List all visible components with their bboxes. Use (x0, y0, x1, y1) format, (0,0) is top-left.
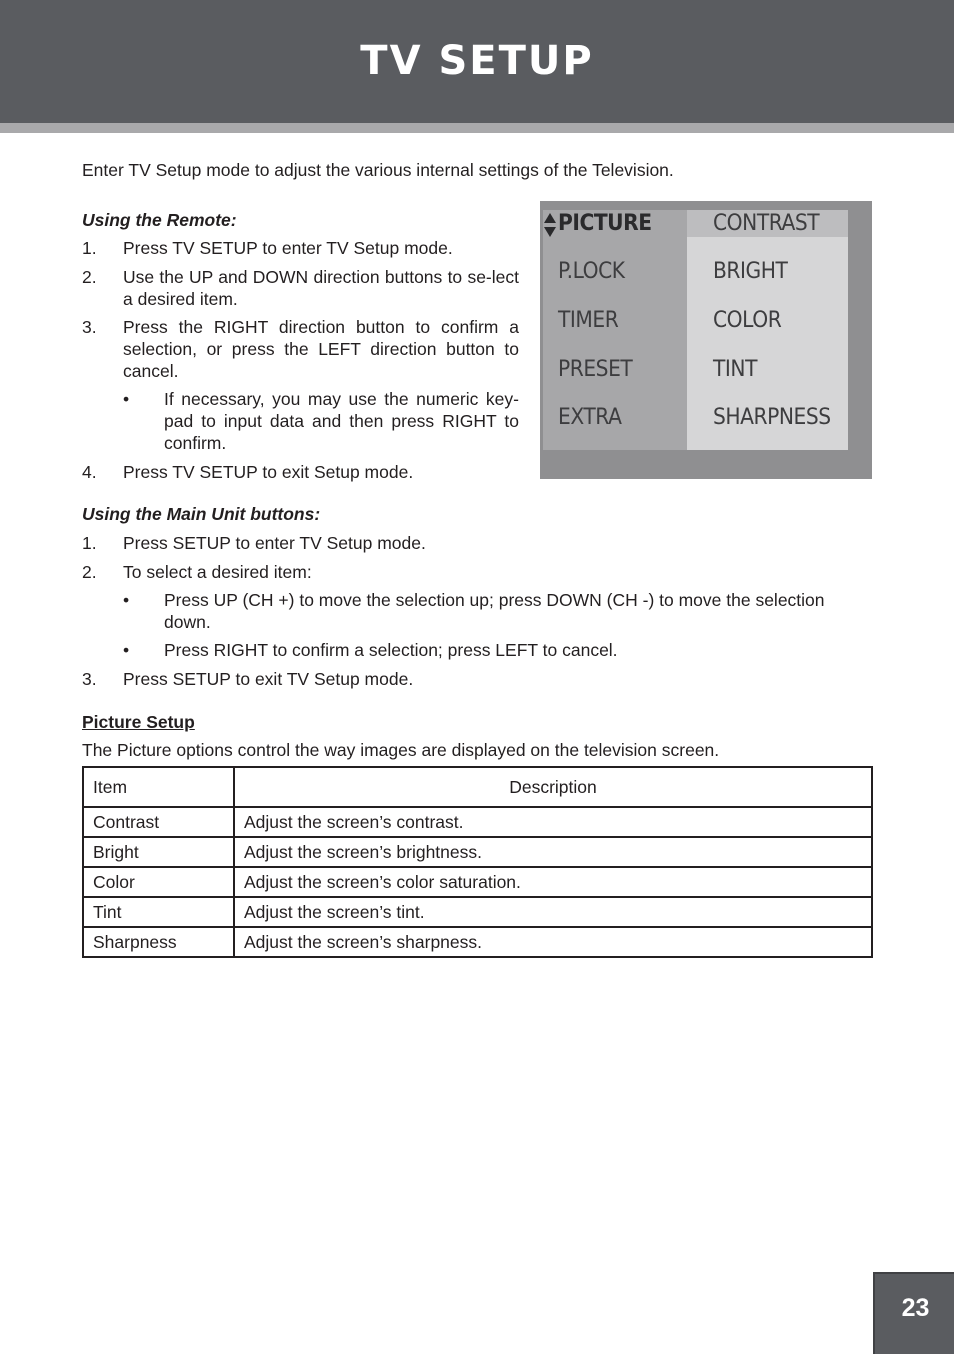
cell-item: Sharpness (83, 927, 234, 957)
step-number: 3. (82, 317, 97, 337)
table-row (83, 867, 872, 897)
cell-description: Adjust the screen’s color saturation. (234, 867, 872, 897)
step-text: Press SETUP to exit TV Setup mode. (123, 668, 414, 689)
step-bullets (123, 589, 872, 662)
step-text: Press SETUP to enter TV Setup mode. (123, 533, 426, 553)
osd-item-sharpness: SHARPNESS (713, 405, 831, 430)
osd-item-timer: TIMER (558, 308, 619, 333)
step-number: 1. (82, 533, 97, 553)
step-bullets (123, 388, 519, 454)
osd-item-picture: PICTURE (558, 211, 652, 236)
osd-item-tint: TINT (713, 357, 758, 382)
osd-item-extra: EXTRA (558, 405, 622, 430)
bullet-text: Press UP (CH +) to move the selection up; press DOWN (CH -) to move the selection down. (164, 589, 825, 632)
cell-item: Contrast (83, 807, 234, 837)
bullet-icon: • (123, 589, 130, 610)
column-header-item: Item (83, 767, 234, 807)
step-number: 1. (82, 238, 97, 258)
header-stripe (0, 123, 954, 133)
list-item (82, 316, 519, 454)
remote-heading: Using the Remote: (82, 210, 237, 230)
picture-options-table (82, 766, 873, 958)
bullet-item (123, 388, 519, 454)
table-row (83, 807, 872, 837)
unit-steps (82, 532, 872, 696)
cell-item: Bright (83, 837, 234, 867)
cell-description: Adjust the screen’s tint. (234, 897, 872, 927)
table-row (83, 837, 872, 867)
step-text: Press the RIGHT direction button to confirm a selection, or press the LEFT direction button to cancel. (123, 317, 519, 381)
step-number: 2. (82, 266, 97, 287)
picture-setup-description: The Picture options control the way images are displayed on the television screen. (82, 740, 720, 760)
list-item (82, 561, 872, 662)
page-number: 23 (901, 1294, 930, 1322)
step-number: 4. (82, 461, 97, 482)
tv-osd-menu-image (540, 201, 872, 479)
list-item (82, 532, 872, 554)
list-item (82, 237, 519, 259)
osd-item-plock: P.LOCK (558, 259, 625, 284)
osd-item-color: COLOR (713, 308, 782, 333)
unit-heading: Using the Main Unit buttons: (82, 504, 321, 524)
step-text: Use the UP and DOWN direction buttons to se-lect a desired item. (123, 266, 519, 309)
list-item (82, 461, 519, 483)
osd-item-bright: BRIGHT (713, 259, 788, 284)
step-text: Press TV SETUP to enter TV Setup mode. (123, 238, 453, 258)
list-item (82, 266, 519, 310)
table-header-row (83, 767, 872, 807)
cell-description: Adjust the screen’s sharpness. (234, 927, 872, 957)
table-row (83, 897, 872, 927)
list-item (82, 668, 872, 690)
bullet-icon: • (123, 389, 130, 409)
osd-item-contrast: CONTRAST (713, 211, 820, 236)
up-down-arrows-icon (543, 212, 557, 238)
step-number: 2. (82, 561, 97, 582)
bullet-text: If necessary, you may use the numeric key-pad to input data and then press RIGHT to confirm. (164, 389, 519, 453)
cell-item: Color (83, 867, 234, 897)
page-number-box (873, 1272, 954, 1354)
cell-item: Tint (83, 897, 234, 927)
bullet-item (123, 589, 872, 633)
step-number: 3. (82, 668, 97, 689)
cell-description: Adjust the screen’s brightness. (234, 837, 872, 867)
bullet-text: Press RIGHT to confirm a selection; press LEFT to cancel. (164, 640, 618, 660)
bullet-icon: • (123, 640, 130, 660)
table-row (83, 927, 872, 957)
step-text: Press TV SETUP to exit Setup mode. (123, 461, 414, 482)
page-title: TV SETUP (360, 38, 594, 84)
step-text: To select a desired item: (123, 561, 312, 582)
osd-item-preset: PRESET (558, 357, 633, 382)
column-header-description: Description (234, 767, 872, 807)
intro-text: Enter TV Setup mode to adjust the various internal settings of the Television. (82, 160, 674, 180)
cell-description: Adjust the screen’s contrast. (234, 807, 872, 837)
picture-setup-title: Picture Setup (82, 712, 195, 732)
remote-steps (82, 237, 519, 489)
bullet-item (123, 639, 872, 661)
